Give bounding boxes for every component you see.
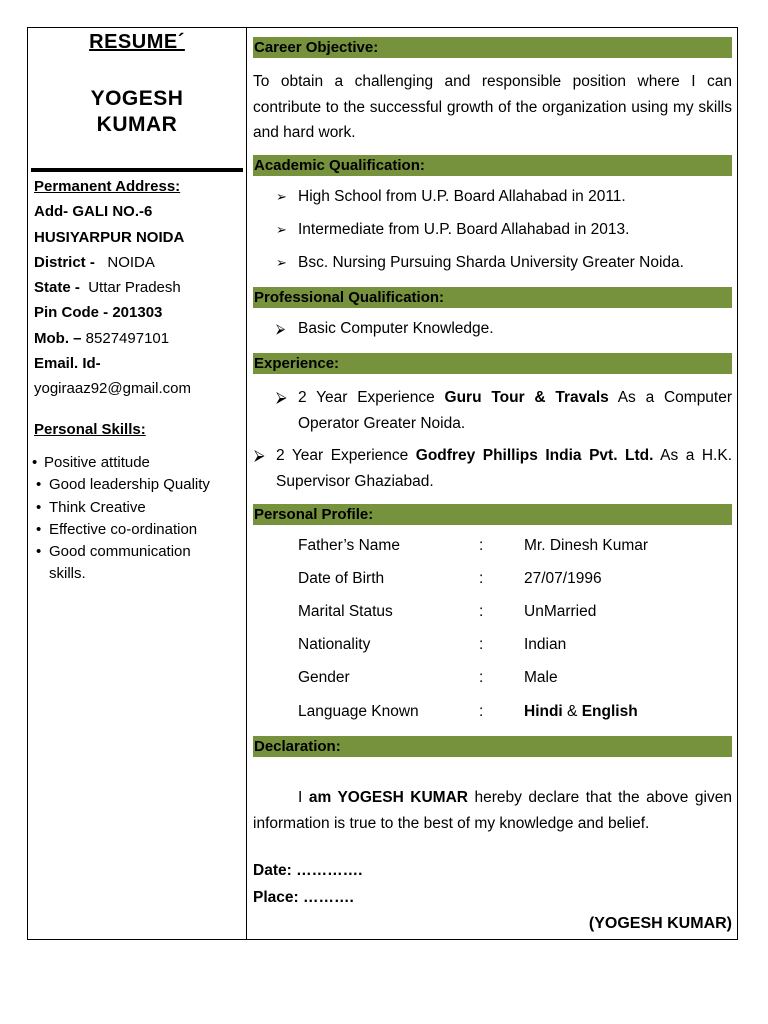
date-field: Date: ………….: [253, 862, 363, 879]
list-item: ⮚ Basic Computer Knowledge.: [276, 320, 494, 337]
list-item: • Think Creative: [32, 497, 244, 519]
header-rule: [31, 168, 243, 172]
state-label: State -: [34, 279, 80, 297]
experience-heading: Experience:: [253, 353, 732, 374]
address-block: [34, 174, 244, 402]
career-heading: Career Objective:: [253, 37, 732, 58]
arrowhead-bullet-icon: ➢: [276, 189, 287, 204]
arrowhead-bullet-icon: ➢: [276, 255, 287, 270]
address-heading: Permanent Address:: [34, 178, 181, 195]
list-item: ➢ Intermediate from U.P. Board Allahabad in 2013.: [276, 221, 630, 238]
resume-title: RESUME´: [89, 31, 185, 53]
bullet-dot-icon: •: [32, 454, 38, 471]
experience-item-2: ⮚ 2 Year Experience Godfrey Phillips India Pvt. Ltd. As a H.K. Supervisor Ghaziabad.: [276, 443, 732, 494]
arrowhead-bullet-icon: ➢: [276, 222, 287, 237]
column-divider: [246, 28, 247, 939]
name-line-1: YOGESH: [90, 87, 184, 110]
list-item: • Positive attitude: [32, 452, 244, 474]
email-value: yogiraaz92@gmail.com: [34, 380, 191, 398]
district-value: NOIDA: [107, 253, 155, 271]
skills-heading: Personal Skills:: [34, 421, 146, 438]
arrowhead-bullet-icon: ⮚: [276, 389, 287, 406]
arrowhead-bullet-icon: ⮚: [254, 447, 265, 464]
bullet-dot-icon: •: [36, 476, 42, 494]
district-label: District -: [34, 253, 95, 271]
skills-list: [32, 452, 244, 586]
career-text: To obtain a challenging and responsible position where I can contribute to the successful growth of the organization using my skills and hard work.: [253, 73, 732, 141]
list-item: ➢ High School from U.P. Board Allahabad in 2011.: [276, 188, 626, 205]
pin-code: Pin Code - 201303: [34, 304, 163, 322]
address-line-1: Add- GALI NO.-6: [34, 203, 153, 221]
signature-name: (YOGESH KUMAR): [588, 915, 732, 932]
candidate-name: [28, 86, 246, 138]
list-item: • Good leadership Quality: [32, 474, 244, 496]
bullet-dot-icon: •: [36, 498, 42, 516]
list-item: ➢ Bsc. Nursing Pursuing Sharda University Greater Noida.: [276, 254, 684, 271]
declaration-text: I am YOGESH KUMAR hereby declare that the above given information is true to the best of my knowledge and belief.: [253, 789, 732, 832]
mobile-value: 8527497101: [85, 329, 170, 347]
experience-item-1: ⮚ 2 Year Experience Guru Tour & Travals As a Computer Operator Greater Noida.: [298, 385, 732, 436]
name-line-2: KUMAR: [96, 113, 178, 136]
bullet-dot-icon: •: [36, 543, 42, 561]
professional-heading: Professional Qualification:: [253, 287, 732, 308]
profile-heading: Personal Profile:: [253, 504, 732, 525]
declaration-heading: Declaration:: [253, 736, 732, 757]
mobile-label: Mob. –: [34, 329, 82, 347]
list-item: • Good communication skills.: [36, 543, 191, 583]
bullet-dot-icon: •: [36, 520, 42, 538]
academic-heading: Academic Qualification:: [253, 155, 732, 176]
address-line-2: HUSIYARPUR NOIDA: [34, 228, 185, 246]
state-value: Uttar Pradesh: [88, 279, 181, 297]
resume-page: RESUME´ YOGESH KUMAR Permanent Address: Add- GALI NO.-6 HUSIYARPUR NOIDA District - NOIDA State - Uttar Pradesh Pin Code - 201303 Mob. – 8527497101 Email. Id- yogiraaz92@gmail.com Personal Skills: • Positive attitude • Good leadership Quality • Think Creative • Effective co-ordination • Good communication skills. Career Objective: To obtain a challenging and responsible position where I can contribute to the successful growth of the organization using my skills and hard work. Academic Qualification: ➢ High School from U.P. Board Allahabad in 2011. ➢ Intermediate from U.P. Board Allahabad in 2013. ➢ Bsc. Nursing Pursuing Sharda University Greater Noida. Professional Qualification: ⮚ Basic Computer Knowledge. Experience: ⮚ 2 Year Experience Guru Tour & Travals As a Computer Operator Greater Noida. ⮚ 2 Year Experience Godfrey Phillips India Pvt. Ltd. As a H.K. Supervisor Ghaziabad. Personal Profile: Father’s Name : Mr. Dinesh Kumar Date of Birth : 27/07/1996 Marital Status : UnMarried Nationality : Indian Gender : Male Language Known : Hindi & English Declaration: I am YOGESH KUMAR hereby declare that the above given information is true to the best of my knowledge and belief. Date: …………. Place: ………. (YOGESH KUMAR): [27, 27, 738, 940]
list-item: • Effective co-ordination: [32, 519, 244, 541]
email-label: Email. Id-: [34, 355, 101, 373]
arrowhead-bullet-icon: ⮚: [276, 321, 286, 336]
place-field: Place: ……….: [253, 889, 354, 906]
